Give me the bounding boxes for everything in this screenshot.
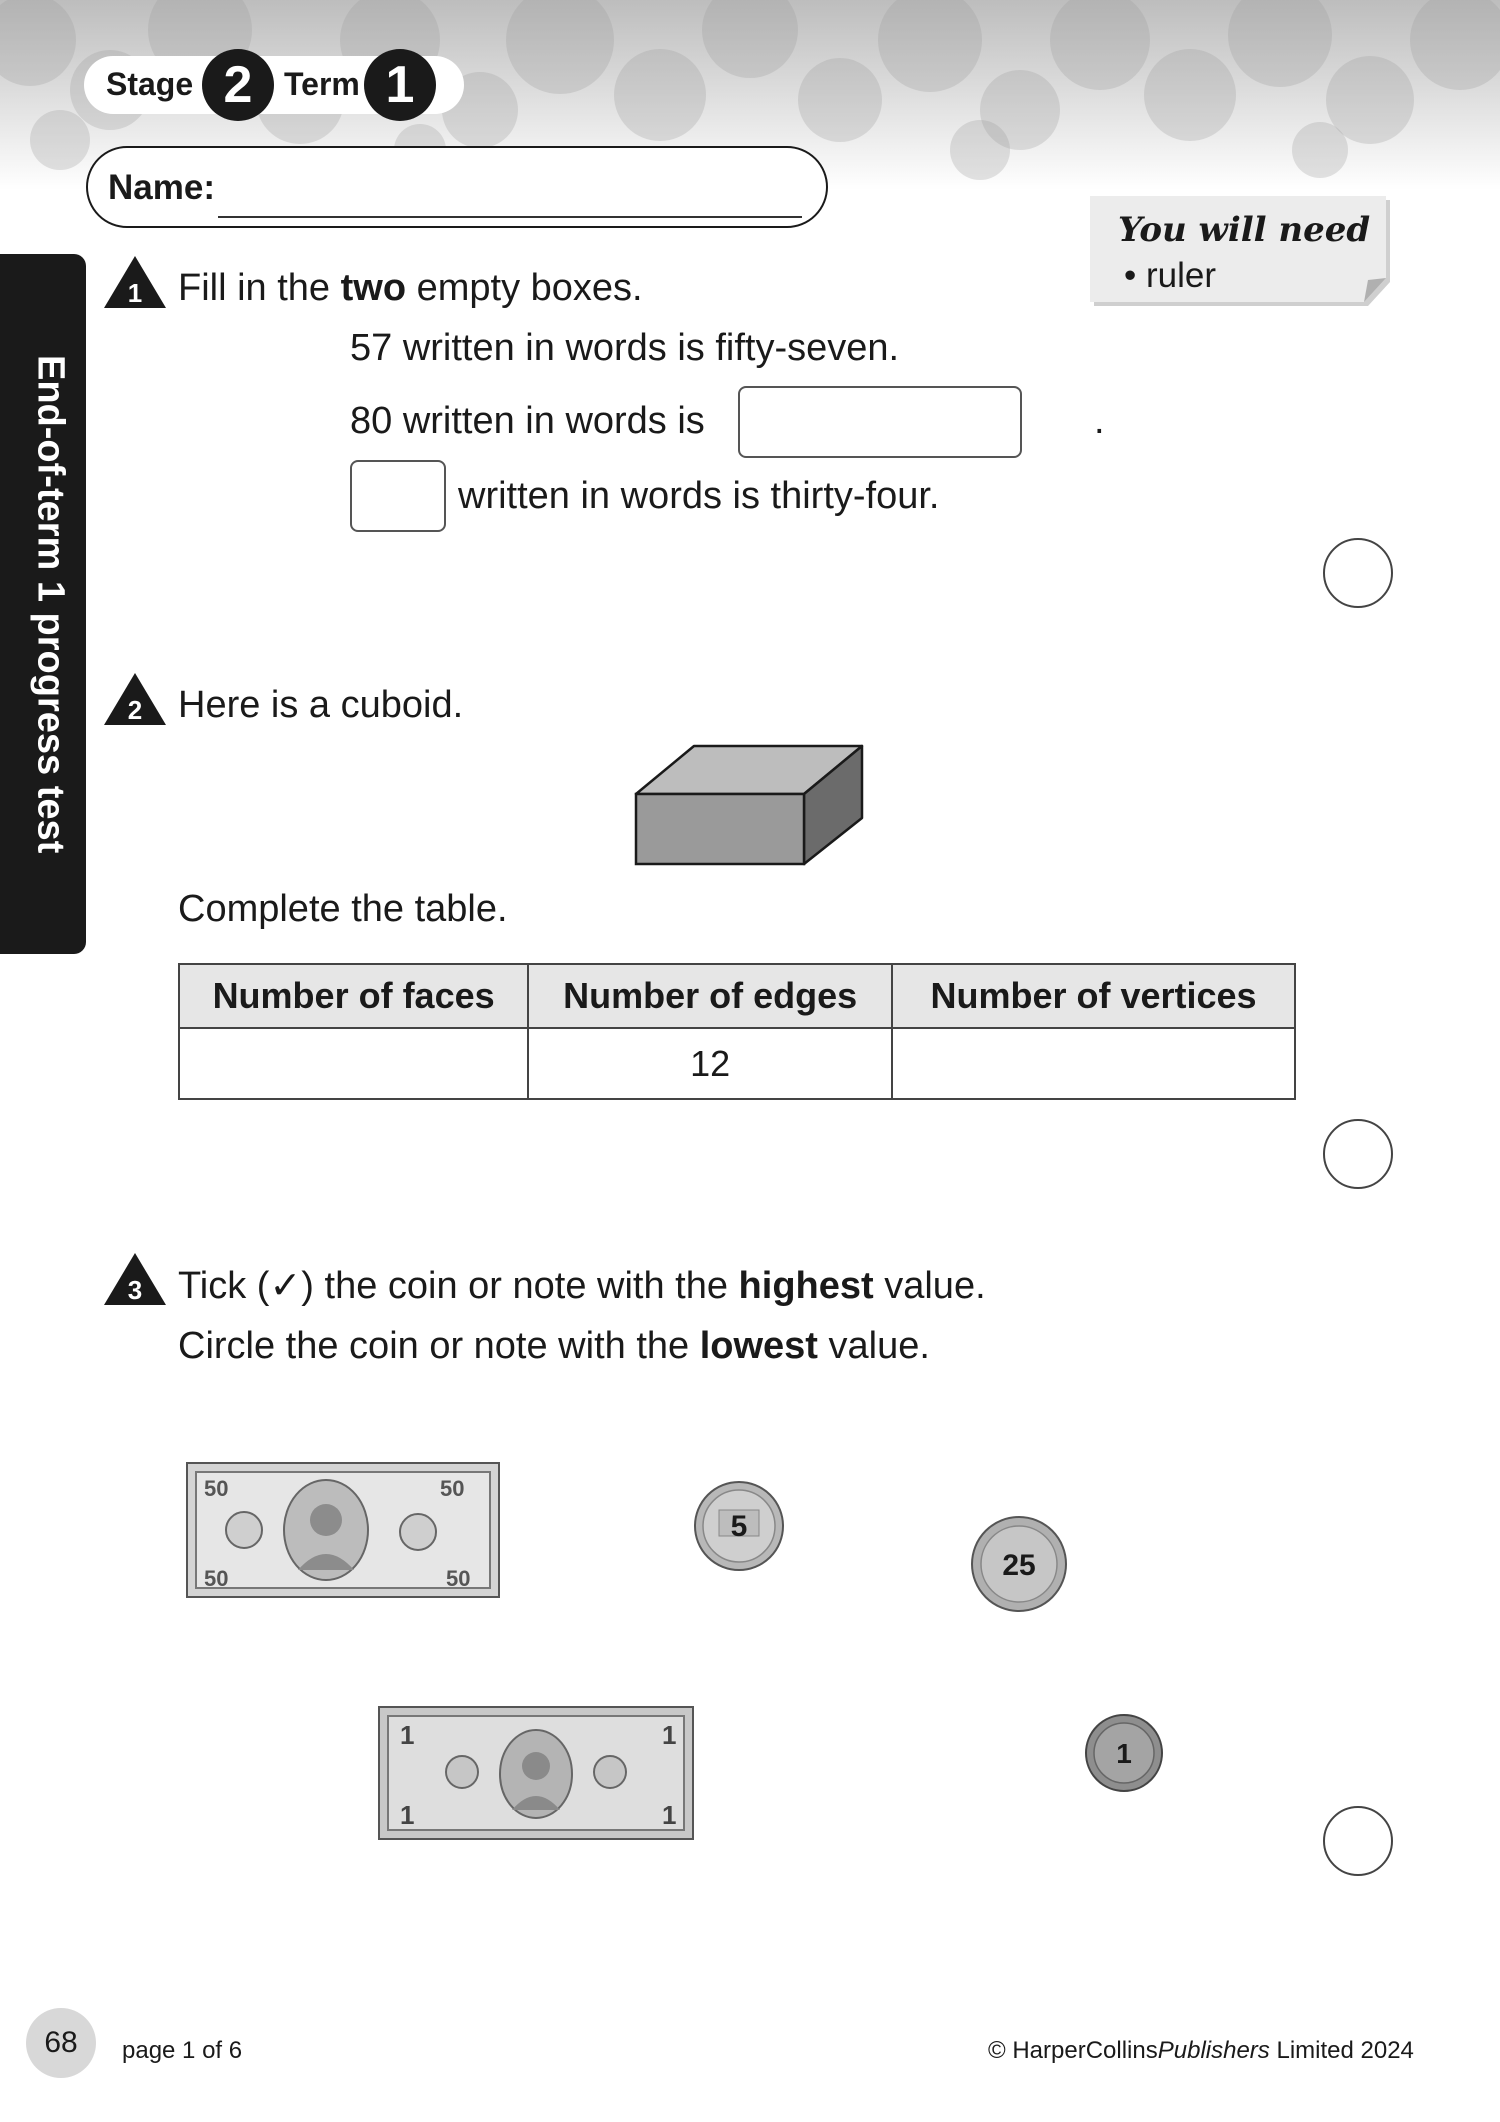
question-3-marker-icon — [104, 1253, 166, 1305]
fifty-dollar-note[interactable] — [186, 1462, 500, 1598]
cuboid-properties-table — [178, 963, 1296, 1100]
page-of-label: page 1 of 6 — [122, 2037, 243, 2064]
seal-icon — [594, 1756, 626, 1788]
note-value-top-right: 50 — [440, 1476, 465, 1501]
header-number-of-edges: Number of edges — [528, 964, 892, 1028]
question-1-line-3: written in words is thirty-four. — [458, 475, 940, 517]
cuboid-illustration — [634, 744, 866, 866]
stage-term-pill — [84, 56, 464, 114]
question-1-prompt: Fill in the two empty boxes. — [178, 267, 643, 309]
question-1-marker-icon — [104, 256, 166, 308]
name-label: Name: — [108, 168, 215, 207]
question-2-marker-icon — [104, 673, 166, 725]
mark-circle-question-2[interactable] — [1323, 1119, 1393, 1189]
table-row — [179, 1028, 1295, 1099]
twenty-five-cent-coin[interactable] — [970, 1515, 1068, 1613]
question-2-instruction: Complete the table. — [178, 888, 508, 930]
seal-icon — [446, 1756, 478, 1788]
question-2-number: 2 — [127, 695, 143, 725]
one-cent-coin[interactable] — [1084, 1713, 1164, 1793]
one-dollar-note[interactable] — [378, 1706, 694, 1840]
header-number-of-faces: Number of faces — [179, 964, 528, 1028]
five-cent-coin[interactable] — [693, 1480, 785, 1572]
coin-value-label: 25 — [1002, 1549, 1036, 1582]
side-tab — [0, 254, 86, 954]
copyright-notice: © HarperCollinsPublishers Limited 2024 — [988, 2037, 1414, 2064]
name-field[interactable] — [86, 146, 828, 228]
note-value-bottom-right: 1 — [662, 1800, 677, 1830]
coin-value-label: 1 — [1116, 1738, 1132, 1769]
mark-circle-question-1[interactable] — [1323, 538, 1393, 608]
note-value-bottom-right: 50 — [446, 1566, 471, 1591]
note-value-top-left: 50 — [204, 1476, 229, 1501]
question-3-line-1: Tick (✓) the coin or note with the highest value. — [178, 1265, 986, 1307]
note-value-bottom-left: 1 — [400, 1800, 415, 1830]
note-value-top-left: 1 — [400, 1720, 415, 1750]
table-header-row — [179, 964, 1295, 1028]
you-will-need-title: You will need — [1118, 210, 1371, 250]
page-number-badge: 68 — [26, 2008, 96, 2078]
note-value-top-right: 1 — [662, 1720, 677, 1750]
question-2-prompt: Here is a cuboid. — [178, 684, 464, 726]
answer-box-80-in-words[interactable] — [738, 386, 1022, 458]
name-underline[interactable] — [218, 216, 802, 218]
cell-edges-value: 12 — [528, 1028, 892, 1099]
stage-number: 2 — [202, 49, 274, 121]
question-1-line-2: 80 written in words is — [350, 400, 705, 442]
header-number-of-vertices: Number of vertices — [892, 964, 1295, 1028]
question-1-example: 57 written in words is fifty-seven. — [350, 327, 900, 369]
seal-icon — [400, 1514, 436, 1550]
side-tab-label: End-of-term 1 progress test — [29, 354, 72, 854]
stage-label: Stage — [106, 66, 194, 102]
note-value-bottom-left: 50 — [204, 1566, 229, 1591]
question-3-line-2: Circle the coin or note with the lowest value. — [178, 1325, 930, 1367]
cell-vertices-answer[interactable] — [892, 1028, 1295, 1099]
seal-icon — [226, 1512, 262, 1548]
term-label: Term — [284, 66, 360, 102]
need-item-ruler: • ruler — [1124, 256, 1216, 295]
cell-faces-answer[interactable] — [179, 1028, 528, 1099]
question-1-number: 1 — [127, 278, 143, 308]
mark-circle-question-3[interactable] — [1323, 1806, 1393, 1876]
coin-value-label: 5 — [730, 1510, 748, 1543]
answer-box-thirty-four-number[interactable] — [350, 460, 446, 532]
question-3-number: 3 — [127, 1275, 143, 1305]
you-will-need-note — [1090, 196, 1394, 308]
term-number: 1 — [364, 49, 436, 121]
question-1-line-2-period: . — [1094, 400, 1105, 442]
